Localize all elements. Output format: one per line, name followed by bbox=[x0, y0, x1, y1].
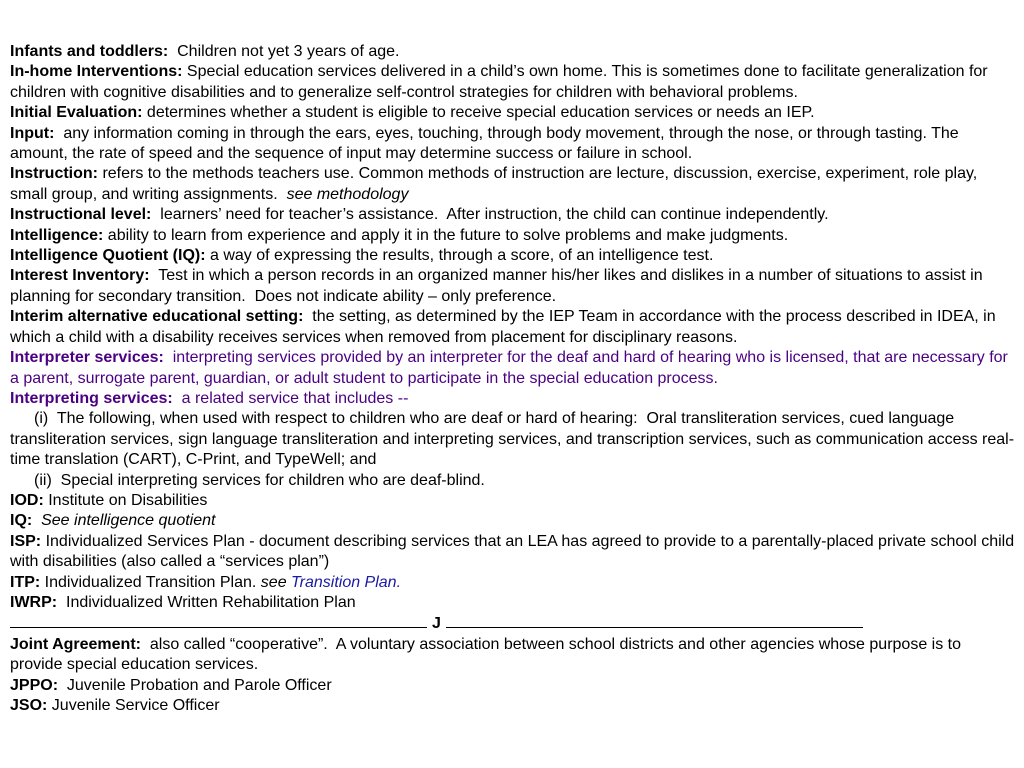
divider-rule-left bbox=[10, 613, 427, 628]
definition: Individualized Services Plan - document describing services that an LEA has agreed to provide to a parentally-placed private school child with disabilities (also called a “services plan”) bbox=[10, 532, 1019, 571]
definition: interpreting services provided by an interpreter for the deaf and hard of hearing who is licensed, that are necessary for a parent, surrogate parent, guardian, or adult student to participate in the special education process. bbox=[10, 349, 1013, 387]
divider-rule-right bbox=[446, 613, 863, 628]
term: In-home Interventions: bbox=[10, 63, 183, 81]
entry-isp bbox=[10, 532, 1019, 573]
entry-interpreting-services bbox=[10, 389, 1015, 409]
term: Interim alternative educational setting: bbox=[10, 308, 304, 326]
see-prefix: see bbox=[260, 573, 292, 591]
entry-input bbox=[10, 124, 1015, 165]
entry-in-home-interventions bbox=[10, 62, 1015, 103]
entry-jso bbox=[10, 696, 1015, 716]
definition: Individualized Transition Plan. bbox=[40, 573, 261, 591]
term: ITP: bbox=[10, 573, 41, 591]
definition: any information coming in through the ears, eyes, touching, through body movement, through the nose, or through tasting. The amount, the rate of speed and the sequence of input may determine success or failure in school. bbox=[10, 124, 964, 163]
term: JSO: bbox=[10, 697, 48, 714]
entry-intelligence bbox=[10, 226, 1015, 246]
entry-iq bbox=[10, 511, 1015, 531]
definition: Individualized Written Rehabilitation Plan bbox=[57, 593, 356, 611]
term: Initial Evaluation: bbox=[10, 104, 143, 122]
term: Joint Agreement: bbox=[10, 635, 141, 653]
term: Interest Inventory: bbox=[10, 267, 150, 285]
definition: ability to learn from experience and apply it in the future to solve problems and make judgments. bbox=[103, 226, 789, 244]
term: Intelligence: bbox=[10, 226, 104, 244]
definition: refers to the methods teachers use. Common methods of instruction are lecture, discussion, exercise, experiment, role play, small group, and writing assignments. bbox=[10, 165, 982, 203]
term: Intelligence Quotient (IQ): bbox=[10, 247, 206, 265]
definition: learners’ need for teacher’s assistance. After instruction, the child can continue independently. bbox=[151, 206, 829, 224]
definition: determines whether a student is eligible to receive special education services or needs an IEP. bbox=[142, 104, 815, 122]
term: JPPO: bbox=[10, 676, 59, 694]
section-letter: J bbox=[432, 615, 441, 633]
entry-joint-agreement bbox=[10, 635, 1015, 676]
definition: Test in which a person records in an organized manner his/her likes and dislikes in a number of situations to assist in planning for secondary transition. Does not indicate ability – only preference. bbox=[10, 267, 988, 305]
entry-interest-inventory bbox=[10, 266, 1015, 307]
entry-iwrp bbox=[10, 593, 1015, 613]
entry-initial-evaluation bbox=[10, 103, 1015, 123]
entry-interim-alternative-setting bbox=[10, 307, 1015, 348]
subitem-text: (i) The following, when used with respect to children who are deaf or hard of hearing: Oral transliteration services, cued language transliteration services, sign language transliteration and interpreting services, and transcription services, such as communication access real-time translation (CART), C-Print, and TypeWell; and bbox=[10, 410, 1015, 469]
see-reference: See intelligence quotient bbox=[41, 512, 216, 530]
definition: a way of expressing the results, through a score, of an intelligence test. bbox=[205, 247, 714, 265]
term: IOD: bbox=[10, 491, 44, 509]
entry-iod bbox=[10, 491, 1015, 511]
definition bbox=[32, 512, 41, 529]
entry-intelligence-quotient bbox=[10, 246, 1015, 266]
definition: Juvenile Service Officer bbox=[47, 697, 220, 714]
definition: Juvenile Probation and Parole Officer bbox=[58, 676, 332, 694]
entry-interpreting-subitem-ii bbox=[10, 471, 1015, 491]
term: IQ: bbox=[10, 512, 33, 530]
definition: Institute on Disabilities bbox=[43, 491, 208, 509]
entry-instruction bbox=[10, 164, 1015, 205]
section-divider-j bbox=[10, 613, 1015, 634]
term: Instructional level: bbox=[10, 206, 152, 224]
entry-interpreter-services bbox=[10, 348, 1015, 389]
entry-infants-toddlers bbox=[10, 42, 1015, 62]
see-reference: see methodology bbox=[286, 185, 409, 203]
definition: the setting, as determined by the IEP Team in accordance with the process described in IDEA, in which a child with a disability receives services when removed from placement for disciplinary reasons. bbox=[10, 308, 1001, 346]
transition-plan-link[interactable]: Transition Plan. bbox=[291, 573, 402, 591]
term: IWRP: bbox=[10, 593, 58, 611]
entry-jppo bbox=[10, 676, 1015, 696]
term: Input: bbox=[10, 124, 55, 142]
term: Interpreter services: bbox=[10, 349, 164, 367]
definition: Special education services delivered in a child’s own home. This is sometimes done to facilitate generalization for children with cognitive disabilities and to generalize self-control strategies for children with behavioral problems. bbox=[10, 63, 993, 101]
subitem-text: (ii) Special interpreting services for children who are deaf-blind. bbox=[34, 471, 485, 489]
definition: a related service that includes -- bbox=[172, 389, 409, 407]
entry-instructional-level bbox=[10, 205, 1015, 225]
glossary-page bbox=[10, 42, 1019, 716]
entry-interpreting-subitem-i bbox=[10, 409, 1015, 470]
term: Instruction: bbox=[10, 165, 98, 183]
definition: Children not yet 3 years of age. bbox=[168, 43, 400, 60]
term: Interpreting services: bbox=[10, 389, 173, 407]
entry-itp bbox=[10, 573, 1015, 593]
term: Infants and toddlers: bbox=[10, 43, 169, 60]
term: ISP: bbox=[10, 532, 42, 550]
definition: also called “cooperative”. A voluntary association between school districts and other agencies whose purpose is to provide special education services. bbox=[10, 635, 966, 674]
